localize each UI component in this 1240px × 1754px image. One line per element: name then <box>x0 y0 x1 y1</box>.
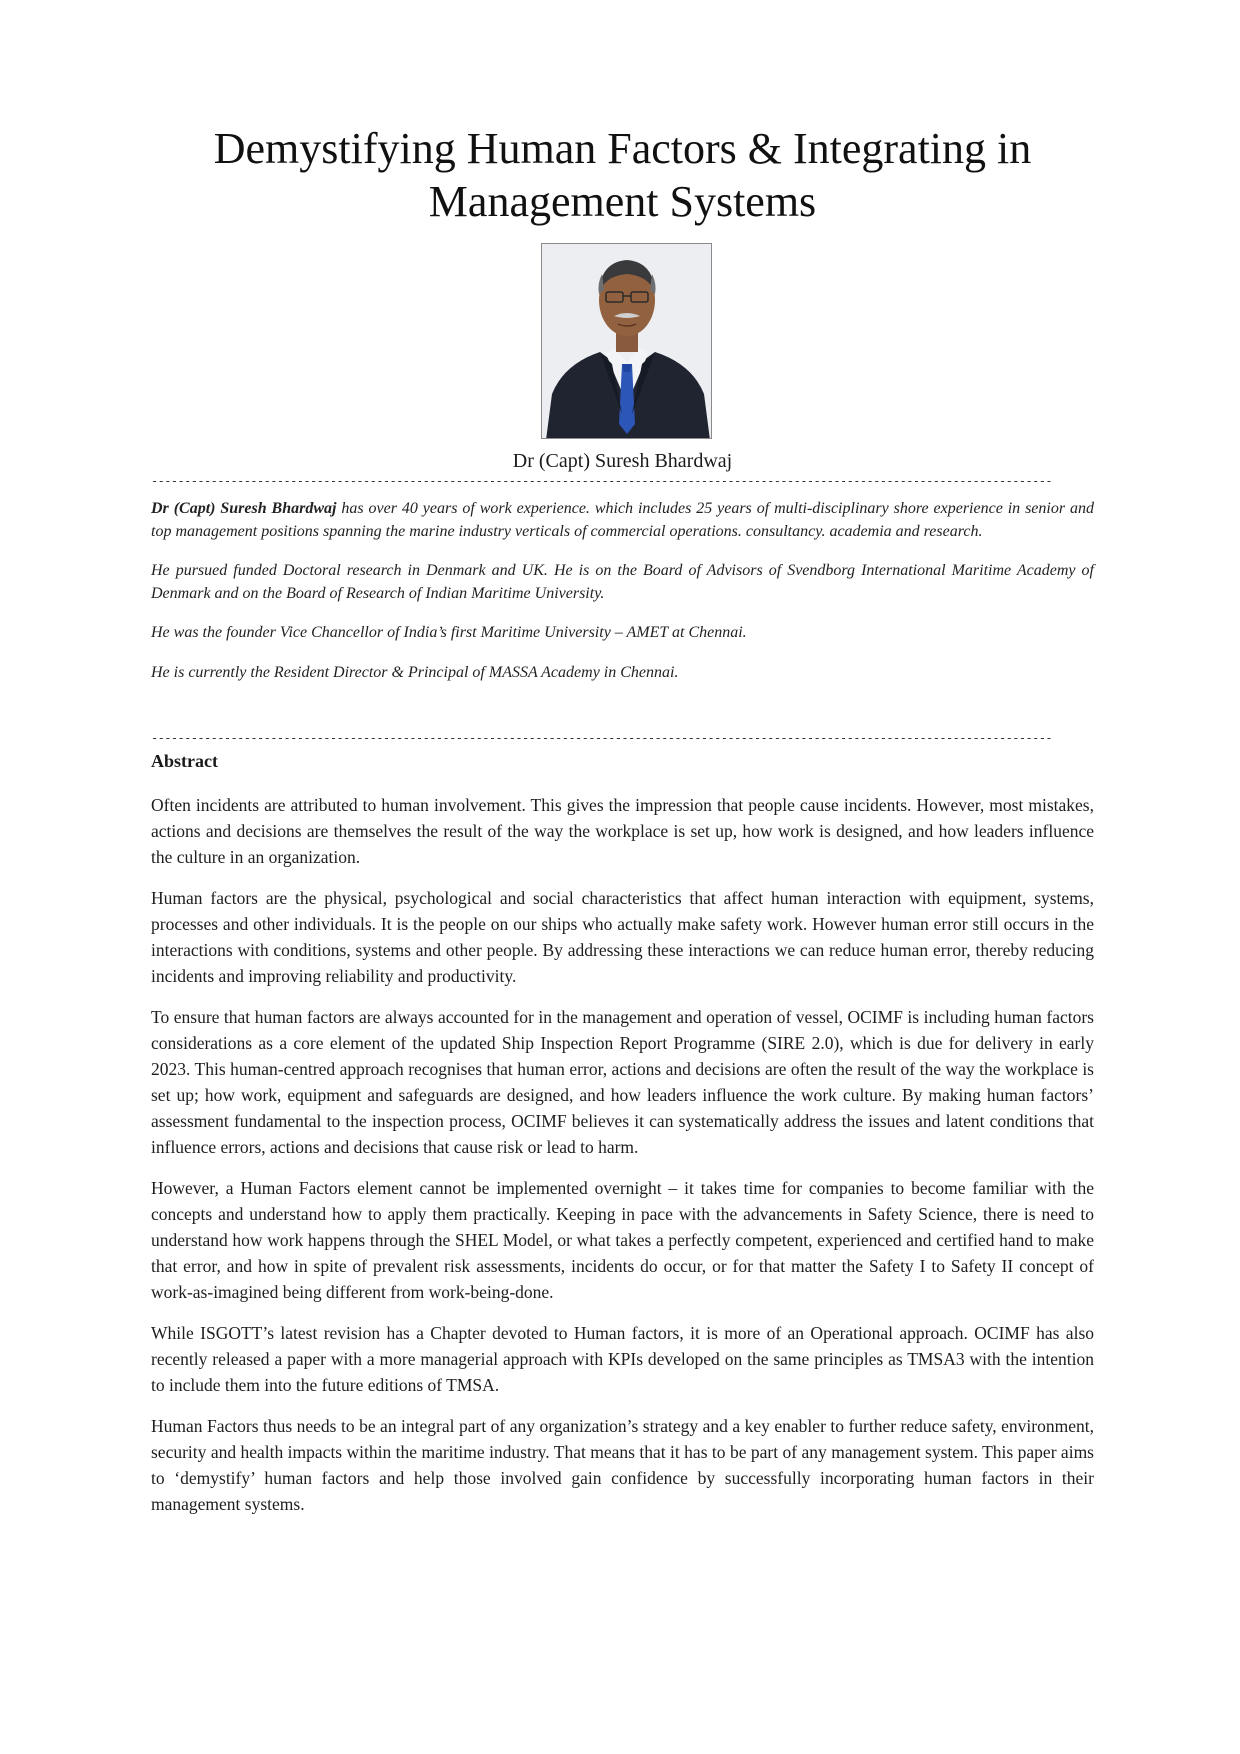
bio-author-name: Dr (Capt) Suresh Bhardwaj <box>151 500 337 517</box>
author-name: Dr (Capt) Suresh Bhardwaj <box>512 450 733 472</box>
bio-paragraph: He was the founder Vice Chancellor of India’s first Maritime University – AMET at Chennai. <box>151 624 747 641</box>
abstract-paragraph: Often incidents are attributed to human involvement. This gives the impression that people cause incidents. However, most mistakes, actions and decisions are themselves the result of the way the workplace is set up, how work is designed, and how leaders influence the culture in an organization. <box>151 795 1094 867</box>
author-photo <box>541 243 712 439</box>
bio-paragraph <box>151 498 1094 543</box>
abstract-paragraph: Human Factors thus needs to be an integral part of any organization’s strategy and a key enabler to further reduce safety, environment, security and health impacts within the maritime industry. That means that it has to be part of any management system. This paper aims to ‘demystify’ human factors and help those involved gain confidence by successfully incorporating human factors in their management systems. <box>151 1416 1094 1514</box>
author-portrait-icon <box>542 244 712 439</box>
bio-paragraph: He is currently the Resident Director & Principal of MASSA Academy in Chennai. <box>151 663 679 681</box>
separator-rule-top: ---------------------------------------------------------------------------------------------------------------------------------------- <box>151 475 1052 487</box>
abstract-paragraph: While ISGOTT’s latest revision has a Chapter devoted to Human factors, it is more of an Operational approach. OCIMF has also recently released a paper with a more managerial approach with KPIs developed on the same principles as TMSA3 with the intention to include them into the future editions of TMSA. <box>151 1323 1094 1395</box>
abstract-heading: Abstract <box>151 751 218 771</box>
bio-paragraph: He pursued funded Doctoral research in Denmark and UK. He is on the Board of Advisors of Svendborg International Maritime Academy of Denmark and on the Board of Research of Indian Maritime University. <box>151 562 1094 602</box>
separator-rule-bottom: ---------------------------------------------------------------------------------------------------------------------------------------- <box>151 732 1052 744</box>
bio-paragraph-text: has over 40 years of work experience. which includes 25 years of multi-disciplinary shore experience in senior and top management positions spanning the marine industry verticals of commercial operations. consultancy. academia and research. <box>151 500 1094 540</box>
abstract-paragraph: To ensure that human factors are always accounted for in the management and operation of vessel, OCIMF is including human factors considerations as a core element of the updated Ship Inspection Report Programme (SIRE 2.0), which is due for delivery in early 2023. This human-centred approach recognises that human error, actions and decisions are often the result of the way the workplace is set up; how work, equipment and safeguards are designed, and how leaders influence the work culture. By making human factors’ assessment fundamental to the inspection process, OCIMF believes it can systematically address the issues and latent conditions that influence errors, actions and decisions that cause risk or lead to harm. <box>151 1007 1094 1157</box>
abstract-body <box>151 792 1094 1532</box>
author-bio <box>151 498 1094 701</box>
paper-title: Demystifying Human Factors & Integrating in Management Systems <box>213 124 1032 226</box>
abstract-paragraph: However, a Human Factors element cannot be implemented overnight – it takes time for companies to become familiar with the concepts and understand how to apply them practically. Keeping in pace with the advancements in Safety Science, there is need to understand how work happens through the SHEL Model, or what takes a perfectly competent, experienced and certified hand to make that error, and how in spite of prevalent risk assessments, incidents do occur, or for that matter the Safety I to Safety II concept of work-as-imagined being different from work-being-done. <box>151 1178 1094 1302</box>
abstract-paragraph: Human factors are the physical, psychological and social characteristics that affect human interaction with equipment, systems, processes and other individuals. It is the people on our ships who actually make safety work. However human error still occurs in the interactions with conditions, systems and other people. By addressing these interactions we can reduce human error, thereby reducing incidents and improving reliability and productivity. <box>151 888 1094 986</box>
